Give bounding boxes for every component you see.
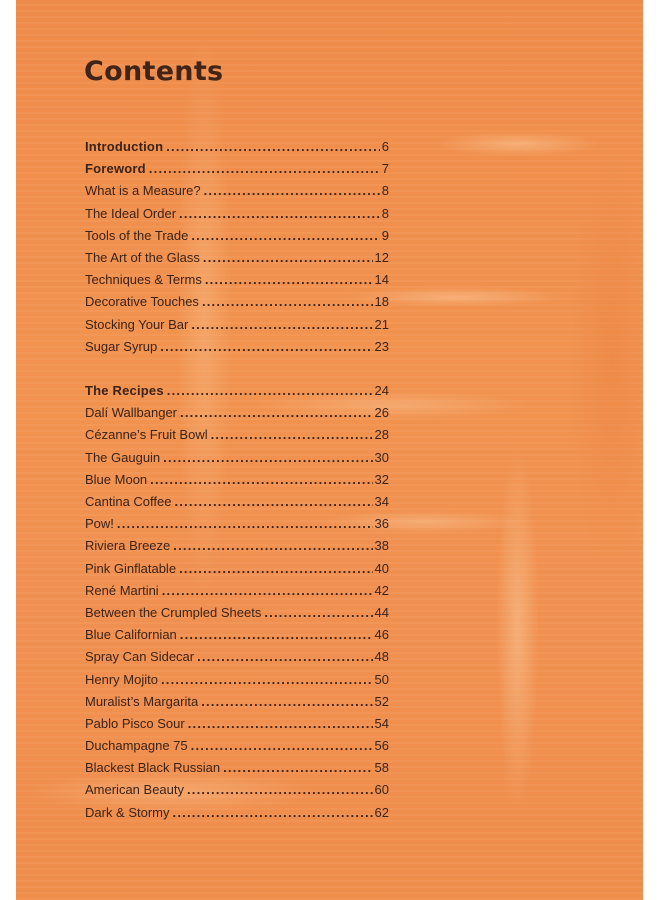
toc-entry-page: 42 xyxy=(374,582,389,598)
dot-leader xyxy=(188,713,373,735)
toc-entry-page: 54 xyxy=(374,715,389,731)
dot-leader xyxy=(223,757,372,779)
toc-entry-page: 12 xyxy=(374,249,389,265)
toc-entry-techniques-and-terms[interactable] xyxy=(85,269,389,291)
toc-entry-page: 30 xyxy=(374,449,389,465)
dot-leader xyxy=(175,491,373,513)
toc-entry-page: 52 xyxy=(374,693,389,709)
toc-entry-label: Cantina Coffee xyxy=(85,494,172,509)
toc-entry-page: 62 xyxy=(374,804,389,820)
toc-entry-page: 56 xyxy=(374,738,389,754)
toc-entry-page: 9 xyxy=(381,227,389,243)
toc-entry-pow[interactable] xyxy=(85,513,389,535)
dot-leader xyxy=(173,535,372,557)
dot-leader xyxy=(150,469,372,491)
toc-entry-label: Between the Crumpled Sheets xyxy=(85,604,262,620)
toc-entry-label: Blue Moon xyxy=(85,471,148,487)
toc-entry-page: 8 xyxy=(381,183,389,199)
toc-entry-between-the-crumpled-sheets[interactable] xyxy=(85,602,389,624)
toc-entry-label: Blackest Black Russian xyxy=(85,760,221,776)
toc-entry-label: Techniques & Terms xyxy=(85,272,202,288)
toc-entry-the-ideal-order[interactable] xyxy=(85,203,389,225)
toc-entry-page: 18 xyxy=(374,294,389,310)
toc-entry-introduction[interactable] xyxy=(85,136,389,158)
dot-leader xyxy=(205,269,373,291)
dot-leader xyxy=(264,602,372,624)
toc-entry-decorative-touches[interactable] xyxy=(85,291,389,313)
dot-leader xyxy=(201,691,372,713)
toc-entry-page: 40 xyxy=(374,560,389,576)
toc-entry-rene-martini[interactable] xyxy=(85,580,389,602)
toc-entry-page: 46 xyxy=(374,627,389,643)
toc-entry-dali-wallbanger[interactable] xyxy=(85,402,389,424)
toc-entry-label: Decorative Touches xyxy=(85,294,199,310)
dot-leader xyxy=(149,158,380,180)
toc-entry-label: Pink Ginflatable xyxy=(85,560,177,576)
toc-entry-what-is-a-measure[interactable] xyxy=(85,180,389,202)
toc-entry-label: Muralist’s Margarita xyxy=(85,693,199,709)
toc-entry-page: 24 xyxy=(374,383,389,399)
toc-entry-page: 48 xyxy=(374,649,389,665)
toc-entry-label: Duchampagne 75 xyxy=(85,738,188,754)
toc-entry-page: 36 xyxy=(374,516,389,532)
toc-entry-label: Tools of the Trade xyxy=(85,227,189,243)
toc-entry-pink-ginflatable[interactable] xyxy=(85,558,389,580)
toc-entry-label: Blue Californian xyxy=(85,627,177,643)
toc-entry-label: The Ideal Order xyxy=(85,205,177,221)
dot-leader xyxy=(180,624,373,646)
toc-entry-label: Dark & Stormy xyxy=(85,804,170,820)
dot-leader xyxy=(203,247,373,269)
page-title: Contents xyxy=(84,56,224,87)
toc-entry-label: Henry Mojito xyxy=(85,671,158,687)
dot-leader xyxy=(179,203,380,225)
toc-entry-page: 32 xyxy=(374,471,389,487)
toc-entry-duchampagne-75[interactable] xyxy=(85,735,389,757)
toc-entry-page: 26 xyxy=(374,405,389,421)
toc-entry-page: 34 xyxy=(374,494,389,509)
toc-entry-label: Sugar Syrup xyxy=(85,338,158,354)
dot-leader xyxy=(179,558,372,580)
toc-entry-dark-and-stormy[interactable] xyxy=(85,802,389,824)
dot-leader xyxy=(162,580,373,602)
toc-entry-blue-californian[interactable] xyxy=(85,624,389,646)
toc-entry-page: 14 xyxy=(374,272,389,288)
book-page xyxy=(16,0,643,900)
toc-entry-muralists-margarita[interactable] xyxy=(85,691,389,713)
toc-entry-the-gauguin[interactable] xyxy=(85,447,389,469)
toc-entry-label: Riviera Breeze xyxy=(85,538,171,554)
dot-leader xyxy=(166,136,380,158)
toc-entry-the-art-of-the-glass[interactable] xyxy=(85,247,389,269)
dot-leader xyxy=(167,380,373,402)
toc-entry-pablo-pisco-sour[interactable] xyxy=(85,713,389,735)
dot-leader xyxy=(197,646,372,668)
toc-entry-foreword[interactable] xyxy=(85,158,389,180)
section-spacer xyxy=(85,358,389,380)
toc-entry-page: 28 xyxy=(374,427,389,443)
dot-leader xyxy=(160,336,372,358)
dot-leader xyxy=(187,779,373,801)
toc-entry-cezannes-fruit-bowl[interactable] xyxy=(85,424,389,446)
dot-leader xyxy=(191,225,379,247)
dot-leader xyxy=(161,669,373,691)
toc-entry-page: 23 xyxy=(374,338,389,354)
toc-entry-label: René Martini xyxy=(85,582,159,598)
toc-entry-page: 58 xyxy=(374,760,389,776)
toc-entry-tools-of-the-trade[interactable] xyxy=(85,225,389,247)
toc-entry-page: 44 xyxy=(374,604,389,620)
dot-leader xyxy=(163,447,372,469)
dot-leader xyxy=(211,424,373,446)
toc-entry-riviera-breeze[interactable] xyxy=(85,535,389,557)
toc-entry-label: Stocking Your Bar xyxy=(85,316,189,332)
dot-leader xyxy=(173,802,373,824)
toc-entry-label: American Beauty xyxy=(85,782,184,798)
toc-entry-henry-mojito[interactable] xyxy=(85,669,389,691)
toc-entry-label: Introduction xyxy=(85,139,164,154)
toc-entry-page: 21 xyxy=(374,316,389,332)
dot-leader xyxy=(117,513,373,535)
toc-entry-label: Dalí Wallbanger xyxy=(85,405,178,421)
dot-leader xyxy=(202,291,373,313)
dot-leader xyxy=(191,314,372,336)
dot-leader xyxy=(180,402,373,424)
dot-leader xyxy=(204,180,380,202)
toc-entry-blackest-black-russian[interactable] xyxy=(85,757,389,779)
toc-entry-american-beauty[interactable] xyxy=(85,779,389,801)
toc-entry-label: The Recipes xyxy=(85,383,164,399)
dot-leader xyxy=(191,735,373,757)
toc-entry-label: The Art of the Glass xyxy=(85,249,200,265)
toc-entry-stocking-your-bar[interactable] xyxy=(85,314,389,336)
toc-entry-page: 7 xyxy=(381,161,389,177)
toc-entry-label: What is a Measure? xyxy=(85,183,201,199)
toc-entry-page: 8 xyxy=(381,205,389,221)
toc-entry-page: 50 xyxy=(374,671,389,687)
toc-entry-label: Pow! xyxy=(85,516,114,532)
table-of-contents xyxy=(85,136,389,824)
toc-entry-page: 60 xyxy=(374,782,389,798)
toc-entry-label: The Gauguin xyxy=(85,449,161,465)
toc-entry-label: Cézanne’s Fruit Bowl xyxy=(85,427,208,443)
toc-entry-sugar-syrup[interactable] xyxy=(85,336,389,358)
toc-entry-page: 38 xyxy=(374,538,389,554)
toc-entry-label: Pablo Pisco Sour xyxy=(85,715,185,731)
toc-entry-label: Spray Can Sidecar xyxy=(85,649,195,665)
toc-entry-label: Foreword xyxy=(85,161,146,177)
toc-entry-spray-can-sidecar[interactable] xyxy=(85,646,389,668)
toc-entry-blue-moon[interactable] xyxy=(85,469,389,491)
toc-entry-cantina-coffee[interactable] xyxy=(85,491,389,513)
toc-entry-the-recipes[interactable] xyxy=(85,380,389,402)
toc-entry-page: 6 xyxy=(381,139,389,154)
